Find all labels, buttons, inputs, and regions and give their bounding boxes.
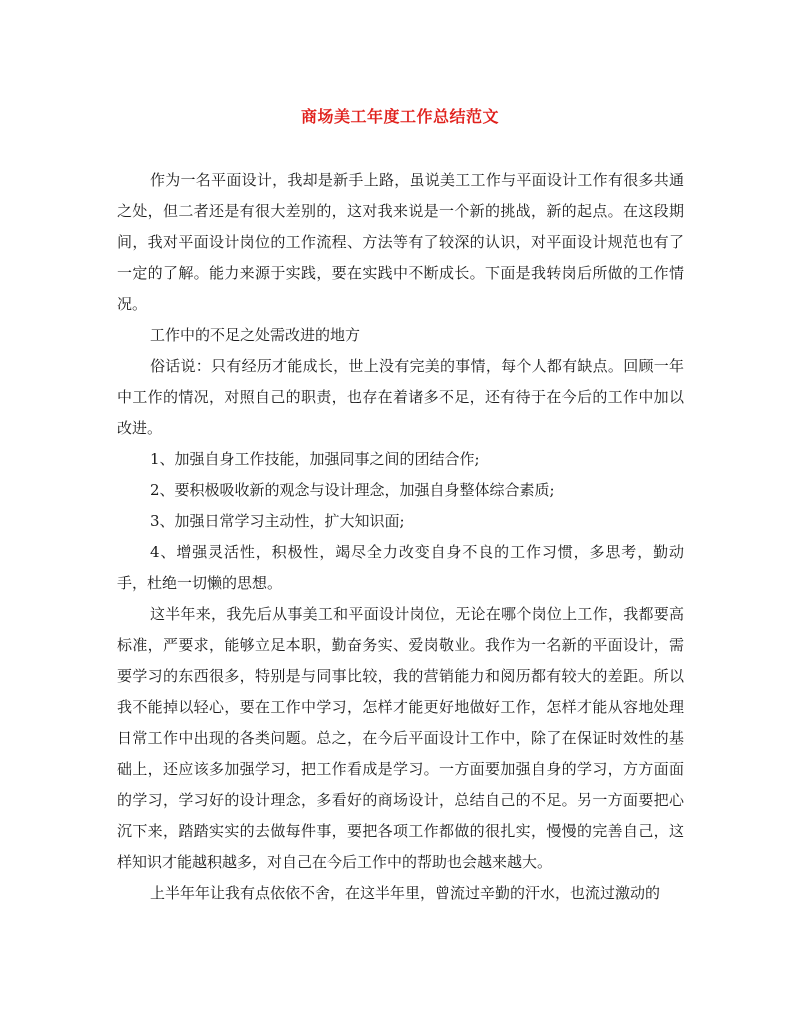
paragraph-intro: 作为一名平面设计，我却是新手上路，虽说美工工作与平面设计工作有很多共通之处，但二者还是有很大差别的，这对我来说是一个新的挑战，新的起点。在这段期间，我对平面设计岗位的工作流程、方法等有了较深的认识，对平面设计规范也有了一定的了解。能力来源于实践，要在实践中不断成长。下面是我转岗后所做的工作情况。 [117,171,684,313]
document-title: 商场美工年度工作总结范文 [300,107,499,126]
list-item-1: 1、加强自身工作技能，加强同事之间的团结合作; [150,450,480,468]
paragraph-closing: 上半年年让我有点依依不舍，在这半年里，曾流过辛勤的汗水，也流过激动的 [150,884,661,902]
list-item-3: 3、加强日常学习主动性，扩大知识面; [150,512,405,530]
paragraph-section-heading: 工作中的不足之处需改进的地方 [150,326,361,344]
list-item-2: 2、要积极吸收新的观念与设计理念，加强自身整体综合素质; [150,481,555,499]
document-body [117,165,684,909]
paragraph-half-year: 这半年来，我先后从事美工和平面设计岗位，无论在哪个岗位上工作，我都要高标准，严要求，能够立足本职，勤奋务实、爱岗敬业。我作为一名新的平面设计，需要学习的东西很多，特别是与同事比较，我的营销能力和阅历都有较大的差距。所以我不能掉以轻心，要在工作中学习，怎样才能更好地做好工作，怎样才能从容地处理日常工作中出现的各类问题。总之，在今后平面设计工作中，除了在保证时效性的基础上，还应该多加强学习，把工作看成是学习。一方面要加强自身的学习，方方面面的学习，学习好的设计理念，多看好的商场设计，总结自己的不足。另一方面要把心沉下来，踏踏实实的去做每件事，要把各项工作都做的很扎实，慢慢的完善自己，这样知识才能越积越多，对自己在今后工作中的帮助也会越来越大。 [117,605,684,871]
paragraph-shortcomings: 俗话说：只有经历才能成长，世上没有完美的事情，每个人都有缺点。回顾一年中工作的情况，对照自己的职责，也存在着诸多不足，还有待于在今后的工作中加以改进。 [117,357,684,437]
list-item-4: 4、增强灵活性，积极性，竭尽全力改变自身不良的工作习惯，多思考，勤动手，杜绝一切懒的思想。 [117,543,684,592]
